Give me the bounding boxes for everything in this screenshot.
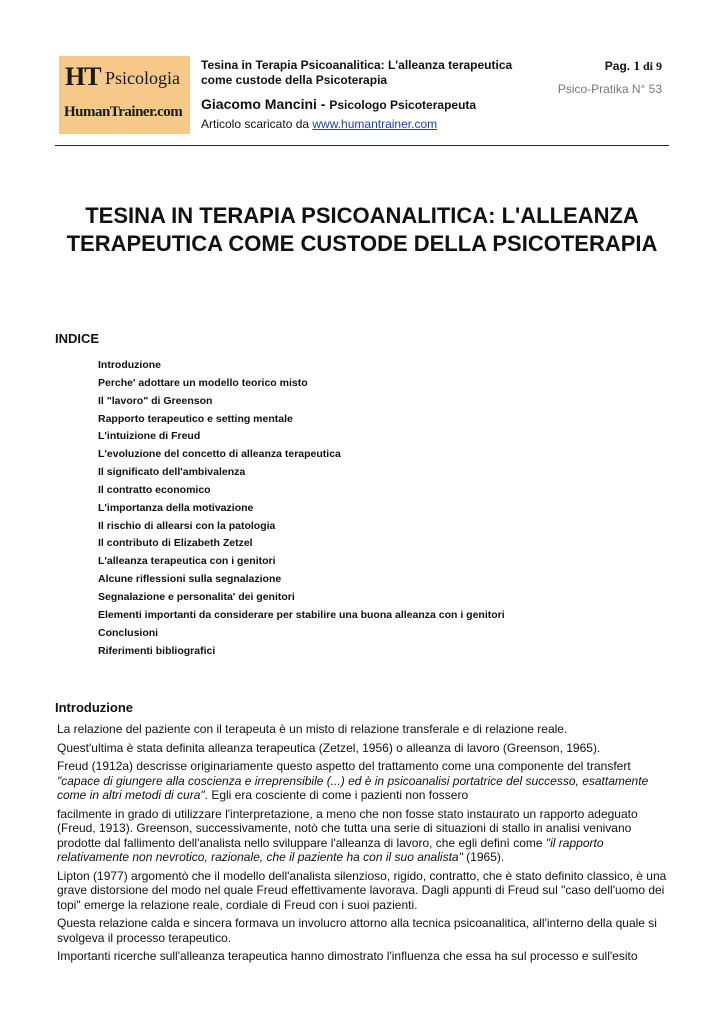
logo-site: HumanTrainer.com: [64, 104, 183, 120]
table-of-contents: [98, 358, 505, 661]
toc-item[interactable]: Il "lavoro" di Greenson: [98, 394, 213, 407]
p3-text-b: . Egli era cosciente di come i pazienti non fossero: [204, 788, 469, 802]
p4-greenson-quote: "il rapporto relativamente non nevrotico, razionale, che il paziente ha con il suo analista": [57, 835, 604, 864]
author-name: Giacomo Mancini -: [201, 96, 330, 112]
p4-text-b: (1965).: [462, 850, 505, 864]
page-total: di 9: [639, 59, 662, 73]
intro-body: [57, 722, 669, 968]
p3-text-a: Freud (1912a) descrisse originariamente questo aspetto del trattamento come una componente del transfert: [57, 759, 631, 773]
series-label: Psico-Pratika N° 53: [557, 82, 662, 96]
toc-item[interactable]: Il rischio di allearsi con la patologia: [98, 519, 276, 532]
toc-item[interactable]: Introduzione: [98, 359, 161, 371]
toc-item[interactable]: Il significato dell'ambivalenza: [98, 466, 246, 479]
indice-heading: INDICE: [55, 331, 100, 346]
header-divider: [55, 145, 669, 146]
toc-item[interactable]: Conclusioni: [98, 626, 159, 639]
intro-heading: Introduzione: [55, 700, 133, 715]
toc-item[interactable]: Il contratto economico: [98, 483, 211, 496]
toc-item[interactable]: Il contributo di Elizabeth Zetzel: [98, 537, 253, 550]
toc-item[interactable]: L'alleanza terapeutica con i genitori: [98, 555, 276, 568]
intro-paragraph-6: Questa relazione calda e sincera formava un involucro attorno alla tecnica psicoanalitica, all'interno della quale si svolgeva il processo terapeutico.: [57, 916, 657, 945]
article-prefix: Articolo scaricato da: [201, 117, 313, 131]
page-label: Pag.: [604, 59, 634, 73]
logo-ht: HT: [65, 62, 101, 91]
toc-item[interactable]: Alcune riflessioni sulla segnalazione: [98, 573, 282, 586]
intro-paragraph-3: [57, 759, 669, 803]
intro-paragraph-4: [57, 807, 669, 865]
toc-item[interactable]: L'importanza della motivazione: [98, 501, 254, 514]
intro-paragraph-2: Quest'ultima è stata definita alleanza terapeutica (Zetzel, 1956) o alleanza di lavoro (Greenson, 1965).: [57, 740, 601, 755]
document-title: TESINA IN TERAPIA PSICOANALITICA: L'ALLEANZA TERAPEUTICA COME CUSTODE DELLA PSICOTERAPIA: [66, 203, 658, 256]
toc-item[interactable]: Riferimenti bibliografici: [98, 644, 216, 657]
page-indicator: [605, 58, 662, 74]
header-doc-title: Tesina in Terapia Psicoanalitica: L'alleanza terapeutica come custode della Psicoterapia: [201, 58, 513, 87]
intro-paragraph-7: Importanti ricerche sull'alleanza terapeutica hanno dimostrato l'influenza che essa ha sul processo e sull'esito: [57, 949, 638, 963]
author-role: Psicologo Psicoterapeuta: [329, 98, 477, 112]
intro-paragraph-1: La relazione del paziente con il terapeuta è un misto di relazione transferale e di relazione reale.: [57, 722, 568, 736]
header-author: [201, 96, 476, 112]
toc-item[interactable]: L'evoluzione del concetto di alleanza terapeutica: [98, 448, 341, 461]
humantrainer-logo: [59, 56, 190, 134]
logo-psicologia: Psicologia: [105, 68, 180, 88]
toc-item[interactable]: Rapporto terapeutico e setting mentale: [98, 412, 293, 425]
toc-item[interactable]: L'intuizione di Freud: [98, 430, 201, 443]
page-number: 1: [633, 58, 640, 73]
intro-paragraph-5: Lipton (1977) argomentò che il modello dell'analista silenzioso, rigido, contratto, che è stato definito classico, è una grave distorsione del modo nel quale Freud effettivamente lavorava. Dagli appunti di Freud sul "caso dell'uomo dei topi" emerge la relazione reale, cordiale di Freud con i suoi pazienti.: [57, 868, 667, 912]
toc-item[interactable]: Segnalazione e personalita' dei genitori: [98, 590, 295, 603]
p3-freud-quote: "capace di giungere alla coscienza e irreprensibile (...) ed è in psicoanalisi portatrice del successo, esattamente come in altri metodi di cura": [57, 773, 649, 802]
toc-item[interactable]: Perche' adottare un modello teorico misto: [98, 376, 308, 389]
humantrainer-link[interactable]: www.humantrainer.com: [312, 117, 438, 131]
toc-item[interactable]: Elementi importanti da considerare per stabilire una buona alleanza con i genitori: [98, 608, 505, 621]
p4-text-a: facilmente in grado di utilizzare l'interpretazione, a meno che non fosse stato instaurato un rapporto adeguato (Freud, 1913). Greenson, successivamente, notò che tutta una serie di situazioni di stallo in analisi venivano prodotte dal fallimento dell'analista nello sviluppare l'alleanza di lavoro, che egli definì come: [57, 806, 638, 850]
header-article-source: [201, 117, 437, 131]
